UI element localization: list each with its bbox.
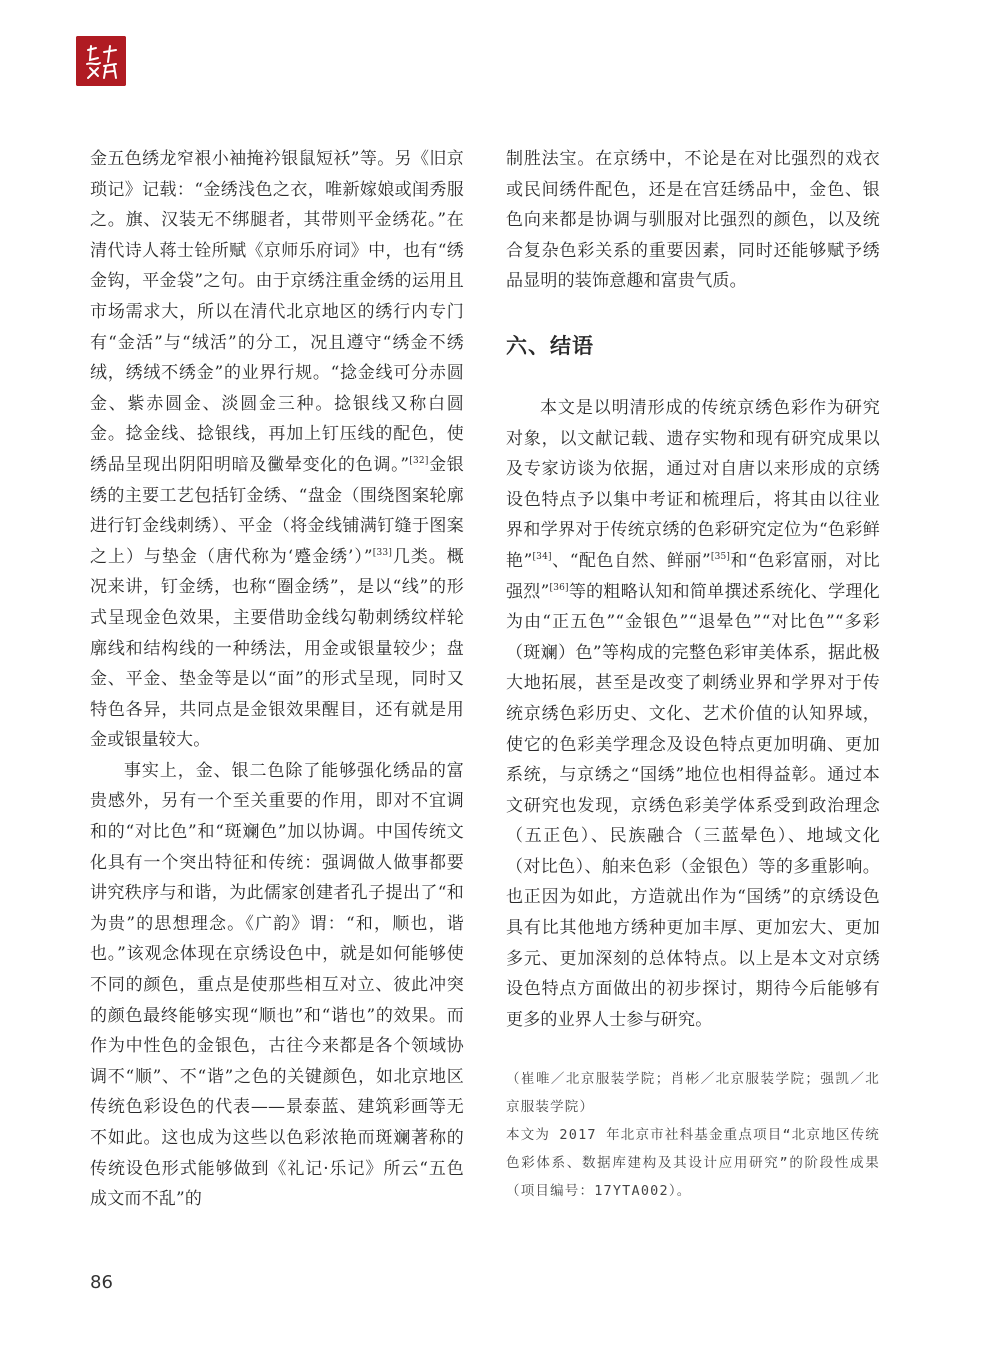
calligraphy-logo-icon	[76, 36, 126, 86]
left-column	[90, 144, 464, 1215]
right-column	[506, 144, 880, 1205]
paragraph: 事实上，金、银二色除了能够强化绣品的富贵感外，另有一个至关重要的作用，即对不宜调和的“对比色”和“斑斓色”加以协调。中国传统文化具有一个突出特征和传统：强调做人做事都要讲究秩序与和谐，为此儒家创建者孔子提出了“和为贵”的思想理念。《广韵》谓：“和，顺也，谐也。”该观念体现在京绣设色中，就是如何能够使不同的颜色，重点是使那些相互对立、彼此冲突的颜色最终能够实现“顺也”和“谐也”的效果。而作为中性色的金银色，古往今来都是各个领域协调不“顺”、不“谐”之色的关键颜色，如北京地区传统色彩设色的代表——景泰蓝、建筑彩画等无不如此。这也成为这些以色彩浓艳而斑斓著称的传统设色形式能够做到《礼记·乐记》所云“五色成文而不乱”的	[90, 760, 464, 1210]
journal-logo	[76, 36, 126, 86]
section-heading: 六、结语	[506, 333, 594, 358]
citation: [35]	[710, 551, 731, 562]
citation: [32]	[409, 455, 429, 466]
citation: [36]	[549, 582, 569, 593]
paragraph: 金五色绣龙窄裉小袖掩衿银鼠短袄”等。另《旧京琐记》记载：“金绣浅色之衣，唯新嫁娘或闺秀服之。旗、汉装无不绑腿者，其带则平金绣花。”在清代诗人蒋士铨所赋《京师乐府词》中，也有“绣金钩，平金袋”之句。由于京绣注重金绣的运用且市场需求大，所以在清代北京地区的绣行内专门有“金活”与“绒活”的分工，况且遵守“绣金不绣绒，绣绒不绣金”的业界行规。“捻金线可分赤圆金、紫赤圆金、淡圆金三种。捻银线又称白圆金。捻金线、捻银线，再加上钉压线的配色，使绣品呈现出阴阳明暗及黴晕变化的色调。”[32]金银绣的主要工艺包括钉金绣、“盘金（围绕图案轮廓进行钉金线刺绣）、平金（将金线铺满钉缝于图案之上）与垫金（唐代称为‘蹙金绣’）”[33]几类。概况来讲，钉金绣，也称“圈金绣”，是以“线”的形式呈现金色效果，主要借助金线勾勒刺绣纹样轮廓线和结构线的一种绣法，用金或银量较少；盘金、平金、垫金等是以“面”的形式呈现，同时又特色各异，共同点是金银效果醒目，还有就是用金或银量较大。	[90, 149, 464, 751]
author-affiliations: （崔唯／北京服装学院；肖彬／北京服装学院；强凯／北京服装学院）	[506, 1071, 880, 1116]
citation: [33]	[372, 547, 393, 558]
citation: [34]	[532, 551, 552, 562]
page-number: 86	[90, 1272, 113, 1293]
paragraph: 本文是以明清形成的传统京绣色彩作为研究对象，以文献记载、遗存实物和现有研究成果以及专家访谈为依据，通过对自唐以来形成的京绣设色特点予以集中考证和梳理后，将其由以往业界和学界对于传统京绣的色彩研究定位为“色彩鲜艳”[34]、“配色自然、鲜丽”[35]和“色彩富丽，对比强烈”[36]等的粗略认知和简单撰述系统化、学理化为由“正五色”“金银色”“退晕色”“对比色”“多彩（斑斓）色”等构成的完整色彩审美体系，据此极大地拓展，甚至是改变了刺绣业界和学界对于传统京绣色彩历史、文化、艺术价值的认知界域，使它的色彩美学理念及设色特点更加明确、更加系统，与京绣之“国绣”地位也相得益彰。通过本文研究也发现，京绣色彩美学体系受到政治理念（五正色）、民族融合（三蓝晕色）、地域文化（对比色）、舶来色彩（金银色）等的多重影响。也正因为如此，方造就出作为“国绣”的京绣设色具有比其他地方绣种更加丰厚、更加宏大、更加多元、更加深刻的总体特点。以上是本文对京绣设色特点方面做出的初步探讨，期待今后能够有更多的业界人士参与研究。	[506, 397, 880, 1030]
paragraph: 制胜法宝。在京绣中，不论是在对比强烈的戏衣或民间绣件配色，还是在宫廷绣品中，金色、银色向来都是协调与驯服对比强烈的颜色，以及统合复杂色彩关系的重要因素，同时还能够赋予绣品显明的装饰意趣和富贵气质。	[506, 149, 880, 292]
funding-note: 本文为 2017 年北京市社科基金重点项目“北京地区传统色彩体系、数据库建构及其设计应用研究”的阶段性成果（项目编号：17YTA002）。	[506, 1127, 880, 1200]
